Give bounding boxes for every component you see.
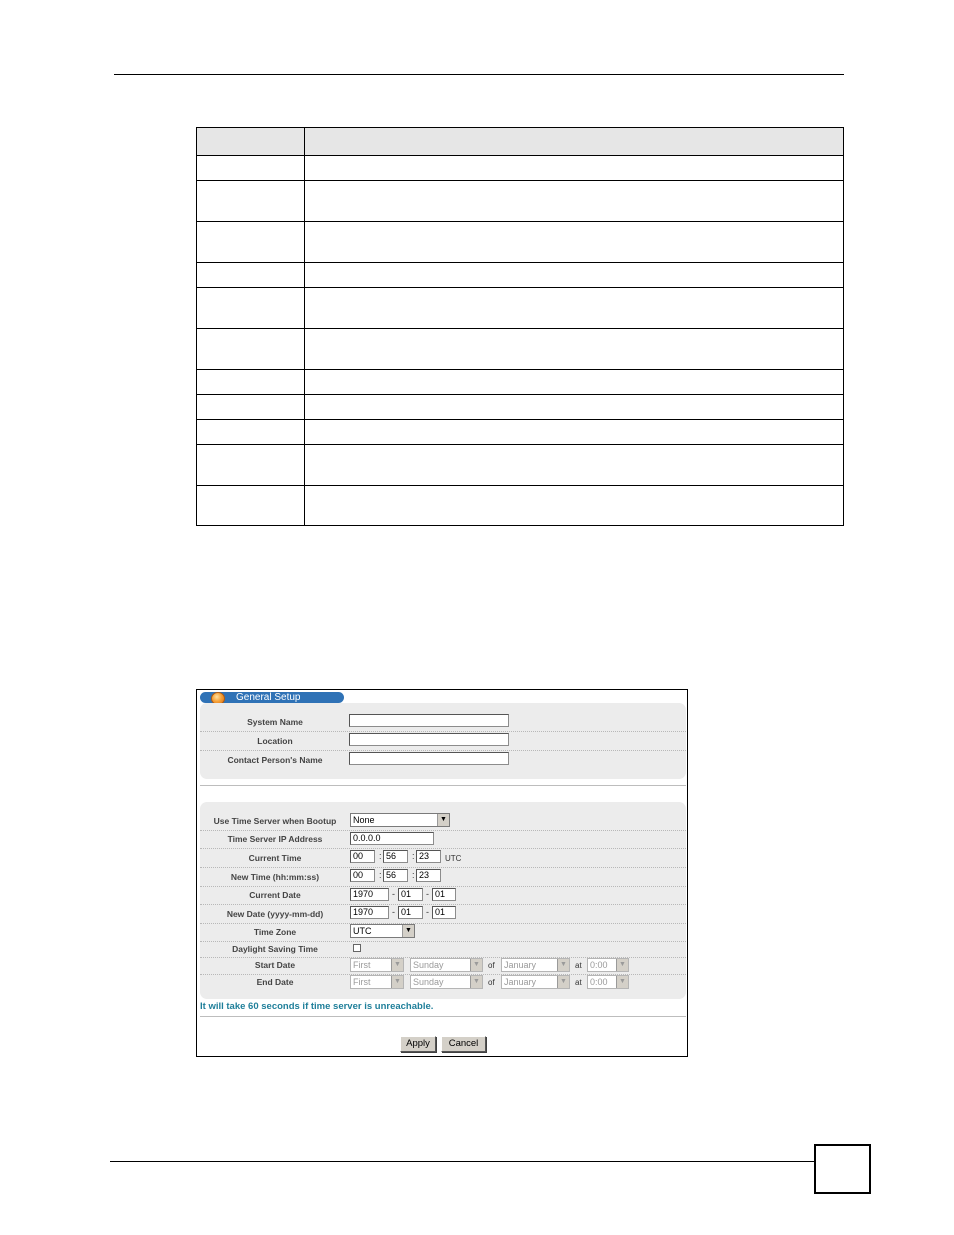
- date-dash: -: [392, 889, 395, 899]
- start-month-select[interactable]: [501, 958, 570, 972]
- new-date-dd[interactable]: 01: [432, 906, 456, 919]
- time-server-ip-label: Time Server IP Address: [227, 834, 323, 844]
- current-time-label: Current Time: [248, 853, 302, 863]
- of-label: of: [488, 978, 495, 987]
- start-day-select[interactable]: [410, 958, 483, 972]
- general-setup-tab[interactable]: [200, 692, 344, 703]
- at-label: at: [575, 961, 582, 970]
- current-date-yyyy[interactable]: 1970: [350, 888, 389, 901]
- start-date-label: Start Date: [254, 960, 296, 970]
- daylight-saving-checkbox[interactable]: [353, 944, 361, 952]
- time-zone-label: Time Zone: [253, 927, 297, 937]
- tab-title: General Setup: [236, 692, 301, 703]
- new-date-row: [200, 904, 686, 924]
- of-label: of: [488, 961, 495, 970]
- page-number-box: [814, 1144, 871, 1194]
- current-time-hh[interactable]: 00: [350, 850, 375, 863]
- current-date-row: [200, 886, 686, 905]
- end-time-select[interactable]: [587, 975, 629, 989]
- end-month-value: January: [504, 977, 537, 987]
- location-row: [200, 731, 686, 751]
- time-zone-row: [200, 923, 686, 942]
- start-date-row: [200, 957, 686, 975]
- new-time-row: [200, 867, 686, 887]
- system-name-label: System Name: [247, 717, 303, 727]
- dropdown-arrow-icon: ▼: [616, 976, 628, 988]
- new-date-label: New Date (yyyy-mm-dd): [226, 909, 324, 919]
- location-label: Location: [257, 736, 293, 746]
- dropdown-arrow-icon: ▼: [391, 959, 403, 971]
- dropdown-arrow-icon: ▼: [616, 959, 628, 971]
- time-server-bootup-row: [200, 811, 686, 831]
- new-time-hh[interactable]: 00: [350, 869, 375, 882]
- end-day-value: Sunday: [413, 977, 444, 987]
- end-week-select[interactable]: [350, 975, 404, 989]
- time-server-select[interactable]: [350, 813, 450, 827]
- contact-input[interactable]: [349, 752, 509, 765]
- current-date-mm[interactable]: 01: [398, 888, 423, 901]
- dropdown-arrow-icon: ▼: [470, 976, 482, 988]
- system-name-input[interactable]: [349, 714, 509, 727]
- header-rule: [114, 74, 844, 75]
- start-day-value: Sunday: [413, 960, 444, 970]
- dropdown-arrow-icon: ▼: [557, 976, 569, 988]
- contact-label: Contact Person's Name: [227, 755, 323, 765]
- end-week-value: First: [353, 977, 371, 987]
- new-date-yyyy[interactable]: 1970: [350, 906, 389, 919]
- start-week-value: First: [353, 960, 371, 970]
- time-server-bootup-label: Use Time Server when Bootup: [213, 816, 337, 826]
- end-date-label: End Date: [256, 977, 294, 987]
- new-time-ss[interactable]: 23: [416, 869, 441, 882]
- daylight-saving-label: Daylight Saving Time: [232, 944, 318, 954]
- current-date-dd[interactable]: 01: [432, 888, 456, 901]
- dropdown-arrow-icon: ▼: [437, 814, 449, 826]
- section-divider: [200, 785, 686, 786]
- new-time-label: New Time (hh:mm:ss): [230, 872, 320, 882]
- system-name-row: [200, 712, 686, 732]
- daylight-saving-row: [200, 941, 686, 958]
- start-month-value: January: [504, 960, 537, 970]
- dropdown-arrow-icon: ▼: [557, 959, 569, 971]
- spec-table: [196, 127, 844, 526]
- date-dash: -: [426, 907, 429, 917]
- time-zone-value: UTC: [353, 926, 372, 936]
- time-colon: :: [412, 870, 415, 880]
- current-date-label: Current Date: [249, 890, 301, 900]
- location-input[interactable]: [349, 733, 509, 746]
- date-dash: -: [392, 907, 395, 917]
- end-day-select[interactable]: [410, 975, 483, 989]
- start-week-select[interactable]: [350, 958, 404, 972]
- utc-label: UTC: [445, 854, 462, 863]
- time-colon: :: [412, 851, 415, 861]
- apply-button[interactable]: Apply: [400, 1036, 436, 1052]
- start-time-select[interactable]: [587, 958, 629, 972]
- end-month-select[interactable]: [501, 975, 570, 989]
- current-time-row: [200, 848, 686, 868]
- time-colon: :: [379, 851, 382, 861]
- end-time-value: 0:00: [590, 977, 608, 987]
- time-server-value: None: [353, 815, 375, 825]
- time-server-ip-input[interactable]: 0.0.0.0: [350, 832, 434, 845]
- time-zone-select[interactable]: [350, 924, 415, 938]
- new-time-mm[interactable]: 56: [383, 869, 408, 882]
- cancel-button[interactable]: Cancel: [441, 1036, 486, 1052]
- dropdown-arrow-icon: ▼: [402, 925, 414, 937]
- new-date-mm[interactable]: 01: [398, 906, 423, 919]
- date-dash: -: [426, 889, 429, 899]
- at-label: at: [575, 978, 582, 987]
- button-divider: [200, 1016, 686, 1017]
- general-setup-screen: [196, 689, 688, 1057]
- dropdown-arrow-icon: ▼: [391, 976, 403, 988]
- contact-row: [200, 750, 686, 769]
- start-time-value: 0:00: [590, 960, 608, 970]
- current-time-ss[interactable]: 23: [416, 850, 441, 863]
- dropdown-arrow-icon: ▼: [470, 959, 482, 971]
- timeout-note: It will take 60 seconds if time server is unreachable.: [200, 1001, 434, 1012]
- current-time-mm[interactable]: 56: [383, 850, 408, 863]
- footer-rule: [110, 1161, 814, 1162]
- time-server-ip-row: [200, 830, 686, 849]
- end-date-row: [200, 974, 686, 991]
- time-colon: :: [379, 870, 382, 880]
